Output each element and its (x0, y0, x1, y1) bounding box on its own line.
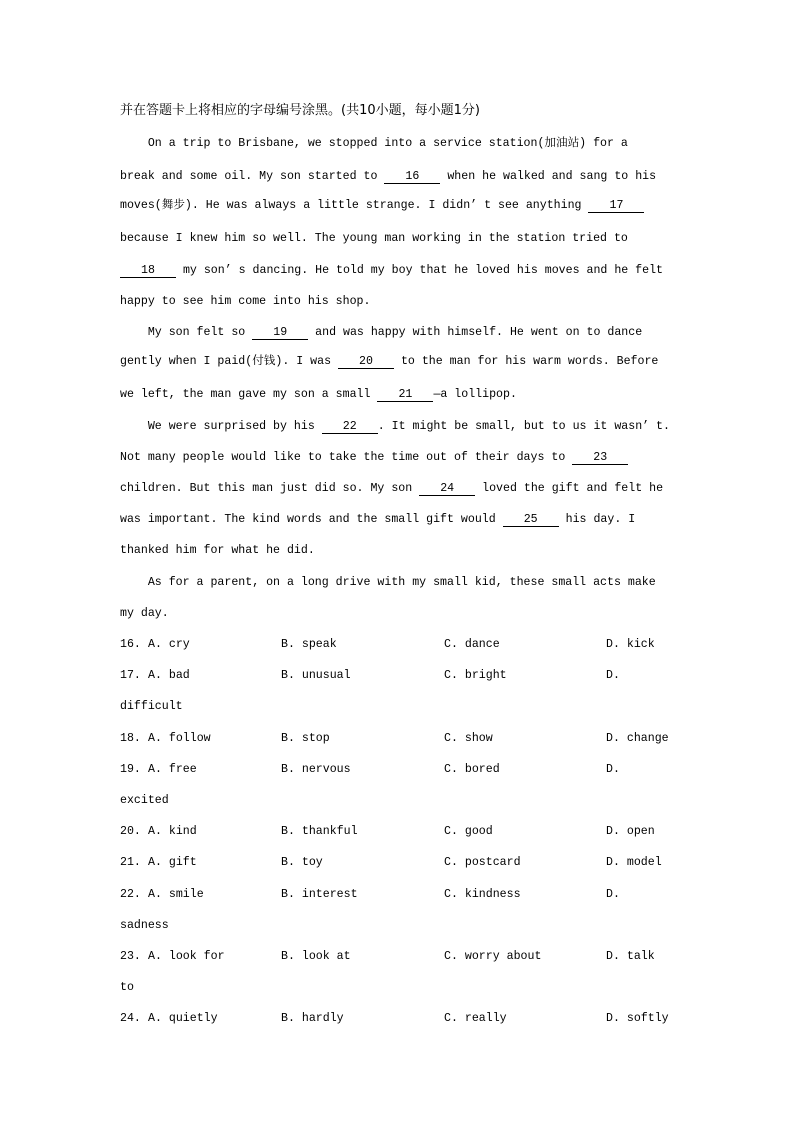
option-b: B. hardly (281, 1012, 344, 1026)
option-b: B. interest (281, 887, 358, 901)
option-c: C. bright (444, 669, 507, 683)
passage-line (120, 198, 644, 214)
option-b: B. look at (281, 950, 351, 963)
question-number: 22. (120, 887, 141, 901)
option-c: C. kindness (444, 887, 521, 901)
option-a: A. look for (148, 950, 225, 963)
passage-line (120, 575, 656, 591)
blank-25: 25 (503, 513, 559, 527)
option-c: C. show (444, 731, 493, 745)
passage-text: we left, the man gave my son a small (120, 388, 378, 401)
option-a: A. gift (148, 856, 197, 870)
question-number: 18. (120, 731, 141, 745)
passage-line (120, 169, 656, 185)
option-d: D. open (606, 825, 655, 839)
passage-text: break and some oil. My son started to (120, 170, 385, 183)
passage-line (120, 294, 370, 310)
option-a: A. follow (148, 731, 211, 745)
passage-line (120, 354, 658, 370)
option-d-continued: difficult (120, 700, 183, 714)
option-c: C. worry about (444, 950, 542, 963)
option-d: D. kick (606, 638, 655, 651)
passage-text: On a trip to Brisbane, we stopped into a service station(加油站) for a (120, 137, 628, 150)
passage-text: and was happy with himself. He went on to dance (308, 326, 643, 339)
passage-text: . It might be small, but to us it wasn’ t. (377, 420, 670, 433)
blank-21: 21 (377, 388, 433, 402)
passage-text: to the man for his warm words. Before (394, 355, 659, 368)
passage-line (120, 263, 663, 279)
option-d: D. talk (606, 950, 655, 963)
passage-text: thanked him for what he did. (120, 544, 315, 557)
passage-line (120, 481, 663, 497)
option-c: C. postcard (444, 856, 521, 870)
question-number: 21. (120, 856, 141, 870)
question-number: 23. (120, 950, 141, 963)
passage-text: because I knew him so well. The young man working in the station tried to (120, 232, 628, 245)
passage-text: my son’ s dancing. He told my boy that he loved his moves and he felt (176, 264, 664, 277)
passage-text: moves(舞步). He was always a little strange. I didn’ t see anything (120, 199, 589, 212)
passage-line (120, 419, 670, 435)
blank-20: 20 (338, 355, 394, 369)
option-d: D. change (606, 731, 669, 745)
option-d-continued: excited (120, 794, 169, 807)
passage-line (120, 606, 169, 622)
option-a: A. free (148, 762, 197, 776)
passage-text: my day. (120, 607, 169, 620)
option-a: A. cry (148, 638, 190, 651)
passage-text: gently when I paid(付钱). I was (120, 355, 338, 368)
passage-text: My son felt so (120, 326, 253, 339)
option-d: D. (606, 669, 620, 683)
option-c: C. really (444, 1012, 507, 1026)
passage-line (120, 512, 635, 528)
option-a: A. smile (148, 887, 204, 901)
option-d: D. model (606, 856, 662, 870)
option-b: B. stop (281, 731, 330, 745)
question-number: 19. (120, 762, 141, 776)
option-c: C. bored (444, 762, 500, 776)
passage-line (120, 231, 628, 247)
passage-line (120, 136, 628, 152)
passage-text: Not many people would like to take the time out of their days to (120, 451, 573, 464)
question-number: 17. (120, 669, 141, 683)
passage-line (120, 543, 315, 559)
passage-text: loved the gift and felt he (475, 482, 664, 495)
passage-text: —a lollipop. (433, 388, 517, 401)
blank-18: 18 (120, 264, 176, 278)
blank-16: 16 (384, 170, 440, 184)
blank-17: 17 (588, 199, 644, 213)
option-b: B. nervous (281, 762, 351, 776)
passage-text: happy to see him come into his shop. (120, 295, 371, 308)
blank-22: 22 (322, 420, 378, 434)
option-b: B. unusual (281, 669, 351, 683)
option-b: B. thankful (281, 825, 358, 839)
option-d: D. softly (606, 1012, 669, 1026)
option-a: A. bad (148, 669, 190, 683)
option-d: D. (606, 887, 620, 901)
question-number: 16. (120, 638, 141, 651)
blank-24: 24 (419, 482, 475, 496)
passage-line (120, 450, 628, 466)
passage-text: We were surprised by his (120, 420, 322, 433)
passage-text: As for a parent, on a long drive with my small kid, these small acts make (120, 576, 656, 589)
option-d-continued: sadness (120, 918, 169, 932)
blank-19: 19 (252, 326, 308, 340)
option-b: B. toy (281, 856, 323, 870)
option-d-continued: to (120, 981, 134, 995)
question-number: 24. (120, 1012, 141, 1026)
option-c: C. dance (444, 638, 500, 651)
passage-text: when he walked and sang to his (440, 170, 657, 183)
passage-text: was important. The kind words and the small gift would (120, 513, 503, 526)
blank-23: 23 (572, 451, 628, 465)
option-a: A. quietly (148, 1012, 218, 1026)
option-a: A. kind (148, 825, 197, 839)
passage-text: children. But this man just did so. My son (120, 482, 420, 495)
passage-text: his day. I (558, 513, 636, 526)
passage-line (120, 325, 642, 341)
passage-line (120, 387, 517, 403)
section-instruction: 并在答题卡上将相应的字母编号涂黑。(共10小题，每小题1分) (120, 103, 480, 118)
option-d: D. (606, 762, 620, 776)
option-c: C. good (444, 825, 493, 839)
option-b: B. speak (281, 638, 337, 651)
question-number: 20. (120, 825, 141, 839)
